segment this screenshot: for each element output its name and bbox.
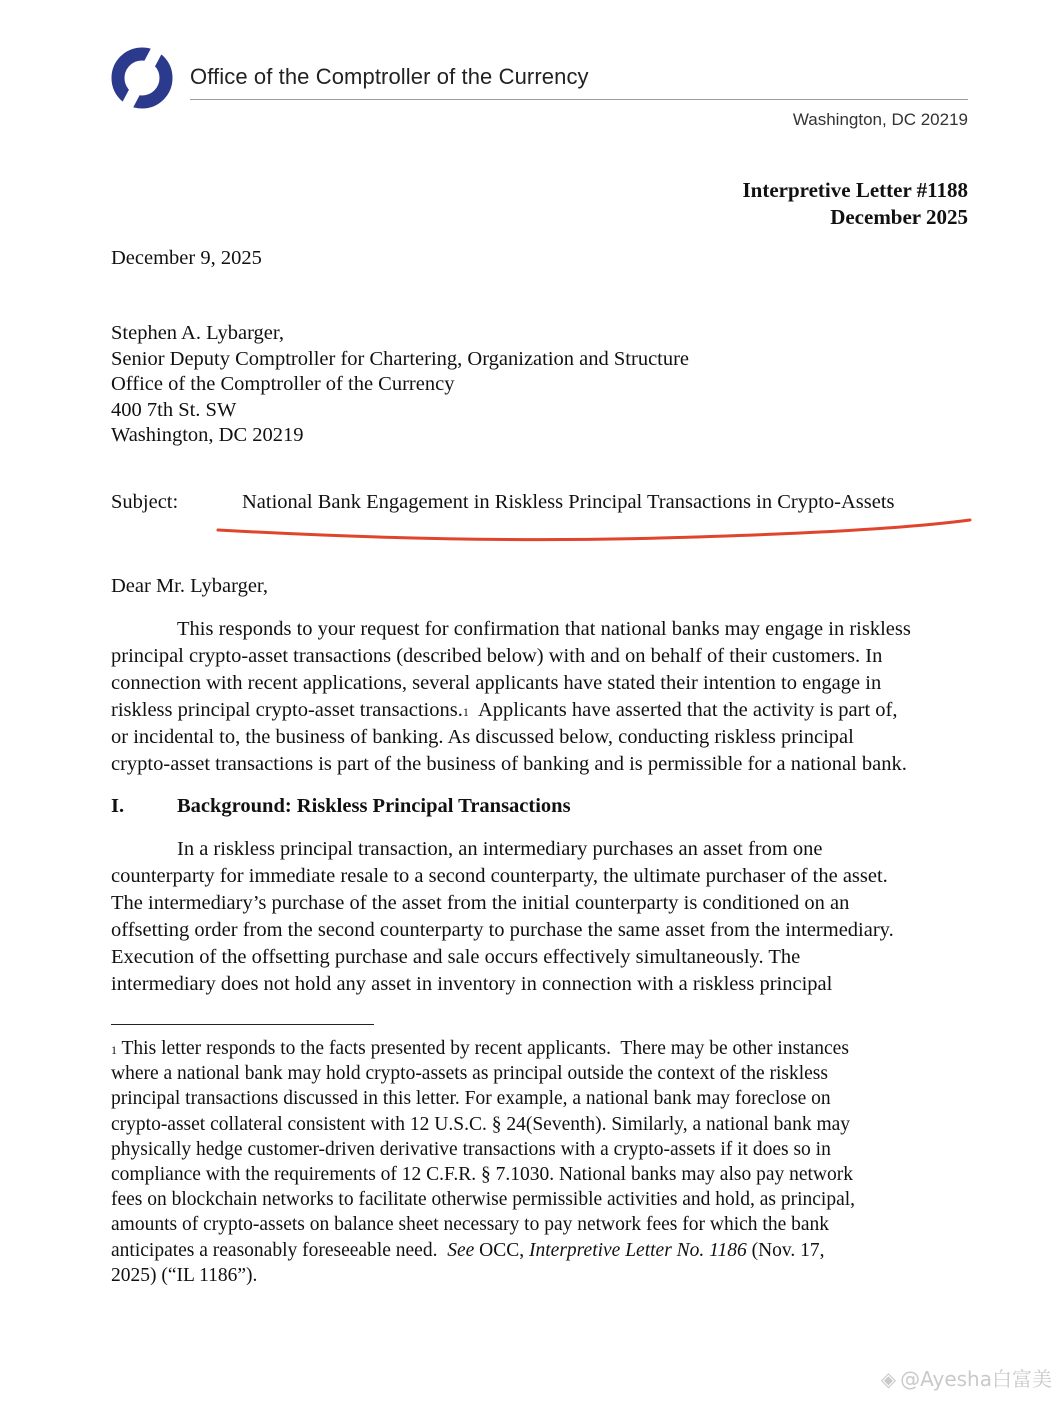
recipient-block (111, 321, 689, 449)
footnote-see-signal: See (447, 1239, 475, 1261)
letter-date: December 9, 2025 (111, 247, 262, 269)
footnote (111, 1036, 855, 1288)
occ-logo-icon (110, 46, 174, 110)
footnote-fragment: This letter responds to the facts presented by recent applicants. There may be other instances (117, 1038, 849, 1059)
section-number: I. (111, 795, 125, 817)
subject-text: National Bank Engagement in Riskless Principal Transactions in Crypto-Assets (242, 491, 895, 513)
agency-address: Washington, DC 20219 (792, 110, 968, 129)
footnote-line (111, 1238, 855, 1263)
diamond-logo-icon: ◈ (880, 1367, 897, 1391)
paragraph-line: or incidental to, the business of banking. As discussed below, conducting riskless principal (111, 726, 854, 748)
recipient-office: Office of the Comptroller of the Currency (111, 373, 455, 395)
paragraph-background (111, 836, 971, 998)
footnote-marker: 1 (111, 1043, 117, 1057)
footnote-line: 2025) (“IL 1186”). (111, 1264, 258, 1286)
paragraph-line: In a riskless principal transaction, an intermediary purchases an asset from one (177, 838, 823, 860)
footnote-line: amounts of crypto-assets on balance sheet necessary to pay network fees for which the bank (111, 1214, 830, 1236)
recipient-city: Washington, DC 20219 (111, 424, 304, 446)
recipient-name: Stephen A. Lybarger, (111, 322, 285, 344)
section-title: Background: Riskless Principal Transactions (177, 795, 571, 817)
paragraph-fragment: Applicants have asserted that the activity is part of, (468, 699, 898, 721)
letter-identifier (743, 177, 969, 231)
subject-underline-mark (210, 512, 980, 552)
paragraph-line: Execution of the offsetting purchase and sale occurs effectively simultaneously. The (111, 946, 801, 968)
recipient-street: 400 7th St. SW (111, 398, 237, 421)
footnote-fragment: (Nov. 17, (746, 1239, 825, 1261)
footnote-fragment: OCC, (474, 1239, 530, 1261)
footnote-line: compliance with the requirements of 12 C.F.R. § 7.1030. National banks may also pay network (111, 1164, 853, 1186)
paragraph-line: offsetting order from the second counterparty to purchase the same asset from the intermediary. (111, 919, 894, 941)
subject-label: Subject: (111, 491, 179, 513)
paragraph-line: connection with recent applications, several applicants have stated their intention to engage in (111, 672, 882, 694)
footnote-line: physically hedge customer-driven derivative transactions with a crypto-assets if it does so in (111, 1138, 831, 1160)
agency-name: Office of the Comptroller of the Currency (190, 64, 589, 89)
footnote-line: principal transactions discussed in this letter. For example, a national bank may foreclose on (111, 1088, 831, 1110)
paragraph-fragment: riskless principal crypto-asset transactions. (111, 699, 463, 721)
paragraph-intro (111, 616, 971, 778)
letter-number: Interpretive Letter #1188 (742, 178, 968, 202)
paragraph-line: principal crypto-asset transactions (described below) with and on behalf of their customers. In (111, 645, 883, 667)
watermark-text: @Ayesha白富美 (900, 1367, 1052, 1391)
paragraph-line: intermediary does not hold any asset in inventory in connection with a riskless principal (111, 973, 833, 995)
letter-month: December 2025 (830, 205, 968, 229)
watermark (881, 1363, 1052, 1392)
salutation: Dear Mr. Lybarger, (111, 575, 269, 597)
paragraph-line: This responds to your request for confirmation that national banks may engage in riskless (177, 618, 911, 640)
paragraph-line (111, 697, 971, 724)
footnote-line (111, 1036, 855, 1061)
footnote-reference[interactable]: 1 (462, 705, 469, 719)
paragraph-line: crypto-asset transactions is part of the business of banking and is permissible for a national bank. (111, 753, 907, 775)
footnote-divider (111, 1024, 374, 1025)
footnote-line: crypto-asset collateral consistent with 12 U.S.C. § 24(Seventh). Similarly, a national bank may (111, 1113, 851, 1135)
paragraph-line: The intermediary’s purchase of the asset from the initial counterparty is conditioned on an (111, 892, 850, 914)
footnote-line: fees on blockchain networks to facilitate otherwise permissible activities and hold, as principal, (111, 1189, 856, 1211)
footnote-citation: Interpretive Letter No. 1186 (529, 1239, 747, 1261)
paragraph-line: counterparty for immediate resale to a second counterparty, the ultimate purchaser of the asset. (111, 865, 888, 887)
header-divider (190, 99, 968, 100)
footnote-line: where a national bank may hold crypto-assets as principal outside the context of the riskless (111, 1063, 828, 1085)
recipient-title: Senior Deputy Comptroller for Chartering, Organization and Structure (111, 347, 690, 370)
footnote-fragment: anticipates a reasonably foreseeable need. (111, 1239, 448, 1261)
section-heading (111, 793, 571, 820)
